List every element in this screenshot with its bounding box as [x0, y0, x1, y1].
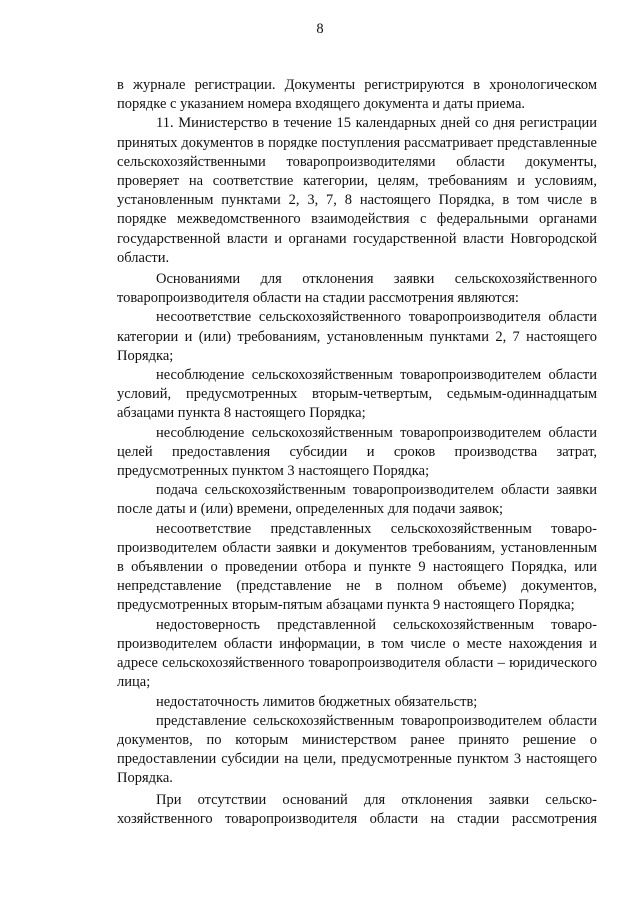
paragraph-ground-duplicate-documents: представление сельскохозяйственным товаропроизводителем области документов, по которым министерством ранее принято решение о предоставлении субсидии на цели, предусмотренные пунктом 3 настоящего Порядка.	[117, 712, 597, 787]
document-body	[117, 76, 597, 829]
paragraph-ground-late-submission: подача сельскохозяйственным товаропроизводителем области заявки после даты и (или) времени, определенных для подачи заявок;	[117, 482, 597, 518]
page-number: 8	[316, 21, 324, 37]
paragraph-ground-purpose-noncompliance: несоблюдение сельскохозяйственным товаропроизводителем области целей предоставления субсидии и сроков производства затрат, предусмотренных пунктом 3 настоящего Порядка;	[117, 424, 597, 480]
paragraph-ground-conditions-noncompliance: несоблюдение сельскохозяйственным товаропроизводителем области условий, предусмотренных вторым-четвертым, седьмым-одиннадцатым абзацами пункта 8 настоящего Порядка;	[117, 367, 597, 422]
paragraph-rejection-grounds-intro: Основаниями для отклонения заявки сельскохозяйственного товаропроизводителя области на стадии рассмотрения являются:	[117, 271, 597, 307]
paragraph-registration-order: в журнале регистрации. Документы регистрируются в хронологическом порядке с указанием номера входящего документа и даты приема.	[117, 77, 597, 113]
paragraph-item-11: 11. Министерство в течение 15 календарных дней со дня регистрации принятых документов в порядке поступления рассматривает представленные сельскохозяйственными товаропроизводителями области документы, проверяет на соответствие категории, целям, требованиям и условиям, установленным пунктами 2, 3, 7, 8 настоящего Порядка, в том числе в порядке межведомственного взаимодействия с федеральными органами государственной власти и органами государственной власти Новгородской области.	[117, 115, 597, 266]
paragraph-ground-documents-mismatch: несоответствие представленных сельскохозяйственным товаро-производителем области заявки и документов требованиям, установленным в объявлении о проведении отбора и пункте 9 настоящего Порядка, или непредставление (представление не в полном объеме) документов, предусмотренных вторым-пятым абзацами пункта 9 настоящего Порядка;	[117, 520, 597, 614]
paragraph-ground-category-mismatch: несоответствие сельскохозяйственного товаропроизводителя области категории и (или) требованиям, установленным пунктами 2, 7 настоящего Порядка;	[117, 309, 597, 364]
paragraph-ground-false-information: недостоверность представленной сельскохозяйственным товаро-производителем области информации, в том числе о месте нахождения и адресе сельскохозяйственного товаропроизводителя области – юридического лица;	[117, 616, 597, 691]
paragraph-ground-insufficient-limits: недостаточность лимитов бюджетных обязательств;	[156, 693, 478, 710]
paragraph-no-grounds-continuation: При отсутствии оснований для отклонения заявки сельско-хозяйственного товаропроизводителя области на стадии рассмотрения	[117, 791, 597, 827]
